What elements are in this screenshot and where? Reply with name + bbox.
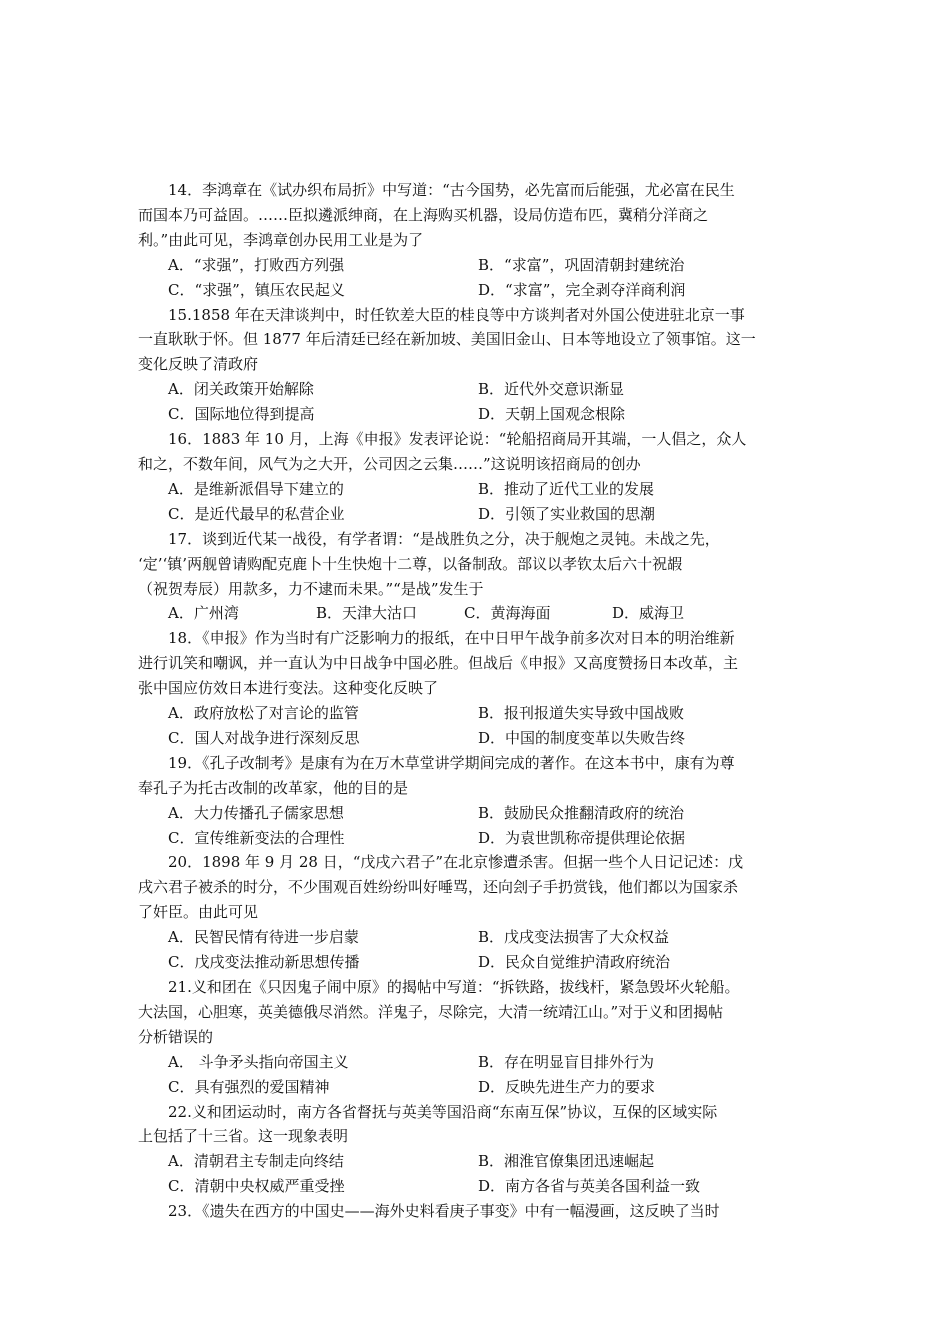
- answer-option: D．反映先进生产力的要求: [478, 1077, 656, 1096]
- options-row: [138, 1149, 818, 1174]
- options-row: [138, 726, 818, 751]
- question-block: [138, 527, 818, 627]
- answer-option: C．戊戌变法推动新思想传播: [168, 953, 360, 972]
- question-stem-line: 戌六君子被杀的时分，不少围观百姓纷纷叫好唾骂，还向刽子手扔赏钱，他们都以为国家杀: [138, 878, 739, 897]
- answer-option: C．具有强烈的爱国精神: [168, 1077, 330, 1096]
- options-row: [138, 826, 818, 851]
- answer-option: B．湘淮官僚集团迅速崛起: [478, 1152, 655, 1171]
- question-stem-line: 了奸臣。由此可见: [138, 903, 259, 922]
- options-row: [138, 801, 818, 826]
- answer-option: D．“求富”，完全剥夺洋商利润: [478, 280, 686, 299]
- options-row: [138, 1050, 818, 1075]
- answer-option: D．天朝上国观念根除: [478, 405, 626, 424]
- question-stem-line: 而国本乃可益固。……臣拟遴派绅商，在上海购买机器，设局仿造布匹，冀稍分洋商之: [138, 205, 709, 224]
- answer-option: A．清朝君主专制走向终结: [168, 1152, 344, 1171]
- answer-option: A． 斗争矛头指向帝国主义: [168, 1052, 349, 1071]
- answer-option: B．存在明显盲目排外行为: [478, 1052, 655, 1071]
- answer-option: C．国际地位得到提高: [168, 405, 315, 424]
- options-row: [138, 1075, 818, 1100]
- question-stem-first-line: 21.义和团在《只因鬼子闹中原》的揭帖中写道：“拆铁路，拔线杆，紧急毁坏火轮船。: [168, 978, 740, 996]
- question-stem-line: （祝贺寿辰）用款多，力不逮而未果。”“是战”发生于: [138, 579, 484, 598]
- options-row: [138, 601, 818, 626]
- answer-option: B．鼓励民众推翻清政府的统治: [478, 803, 685, 822]
- question-stem-first-line: 23．《遗失在西方的中国史——海外史料看庚子事变》中有一幅漫画，这反映了当时: [168, 1202, 720, 1221]
- question-block: [138, 303, 818, 428]
- question-block: [138, 626, 818, 751]
- options-row: [138, 402, 818, 427]
- answer-option: B．近代外交意识渐显: [478, 380, 625, 399]
- answer-option: D．为袁世凯称帝提供理论依据: [478, 828, 686, 847]
- options-row: [138, 950, 818, 975]
- answer-option: A．广州湾: [168, 604, 239, 623]
- question-stem-line: 上包括了十三省。这一现象表明: [138, 1127, 349, 1146]
- question-stem-line: 一直耿耿于怀。但 1877 年后清廷已经在新加坡、美国旧金山、日本等地设立了领事馆。这一: [138, 330, 756, 349]
- answer-option: B．报刊报道失实导致中国战败: [478, 704, 685, 723]
- answer-option: A．大力传播孔子儒家思想: [168, 803, 344, 822]
- answer-option: A．民智民情有待进一步启蒙: [168, 928, 359, 947]
- question-block: [138, 751, 818, 851]
- question-stem-first-line: 19．《孔子改制考》是康有为在万木草堂讲学期间完成的著作。在这本书中，康有为尊: [168, 753, 735, 772]
- answer-option: D．民众自觉维护清政府统治: [478, 953, 671, 972]
- question-stem-line: 大法国，心胆寒，英美德俄尽消然。洋鬼子，尽除完，大清一统靖江山。”对于义和团揭帖: [138, 1002, 724, 1021]
- question-block: [138, 975, 818, 1100]
- question-block: [138, 427, 818, 527]
- question-stem-first-line: 22.义和团运动时，南方各省督抚与英美等国沿商“东南互保”协议，互保的区域实际: [168, 1102, 718, 1121]
- answer-option: B．戊戌变法损害了大众权益: [478, 928, 670, 947]
- question-list: [138, 178, 818, 1224]
- question-block: [138, 850, 818, 975]
- options-row: [138, 701, 818, 726]
- question-block: [138, 1199, 818, 1224]
- answer-option: D．南方各省与英美各国利益一致: [478, 1177, 701, 1196]
- answer-option: D．威海卫: [612, 604, 685, 623]
- answer-option: C．清朝中央权威严重受挫: [168, 1177, 345, 1196]
- question-stem-line: 进行讥笑和嘲讽，并一直认为中日战争中国必胜。但战后《申报》又高度赞扬日本改革，主: [138, 654, 739, 673]
- options-row: [138, 278, 818, 303]
- answer-option: A．闭关政策开始解除: [168, 380, 314, 399]
- question-stem-first-line: 15.1858 年在天津谈判中，时任钦差大臣的桂良等中方谈判者对外国公使进驻北京一事: [168, 305, 745, 324]
- options-row: [138, 925, 818, 950]
- question-stem-line: 利。”由此可见，李鸿章创办民用工业是为了: [138, 230, 424, 249]
- question-stem-line: 分析错误的: [138, 1027, 214, 1046]
- options-row: [138, 253, 818, 278]
- answer-option: D．中国的制度变革以失败告终: [478, 728, 686, 747]
- options-row: [138, 1174, 818, 1199]
- question-stem-first-line: 14．李鸿章在《试办织布局折》中写道：“古今国势，必先富而后能强，尤必富在民生: [168, 181, 735, 199]
- answer-option: C．是近代最早的私营企业: [168, 504, 345, 523]
- options-row: [138, 377, 818, 402]
- question-stem-line: 奉孔子为托古改制的改革家，他的目的是: [138, 778, 409, 797]
- options-row: [138, 502, 818, 527]
- answer-option: C．黄海海面: [464, 604, 551, 623]
- answer-option: D．引领了实业救国的思潮: [478, 504, 656, 523]
- answer-option: A．是维新派倡导下建立的: [168, 479, 344, 498]
- question-stem-line: ‘定’‘镇’两舰曾请购配克鹿卜十生快炮十二尊，以备制敌。部议以孝钦太后六十祝嘏: [138, 554, 683, 573]
- question-block: [138, 178, 818, 303]
- answer-option: B．推动了近代工业的发展: [478, 479, 655, 498]
- options-row: [138, 477, 818, 502]
- answer-option: B．天津大沽口: [316, 604, 418, 623]
- answer-option: C．国人对战争进行深刻反思: [168, 728, 360, 747]
- answer-option: B．“求富”，巩固清朝封建统治: [478, 255, 685, 274]
- question-stem-line: 和之，不数年间，风气为之大开，公司因之云集……”这说明该招商局的创办: [138, 454, 641, 473]
- question-stem-line: 张中国应仿效日本进行变法。这种变化反映了: [138, 679, 439, 698]
- answer-option: C．“求强”，镇压农民起义: [168, 280, 345, 299]
- answer-option: C．宣传维新变法的合理性: [168, 828, 345, 847]
- question-stem-first-line: 18．《申报》作为当时有广泛影响力的报纸，在中日甲午战争前多次对日本的明治维新: [168, 629, 735, 648]
- question-stem-first-line: 17．谈到近代某一战役，有学者谓：“是战胜负之分，决于舰炮之灵钝。未战之先，: [168, 529, 720, 548]
- question-stem-first-line: 20．1898 年 9 月 28 日，“戊戌六君子”在北京惨遭杀害。但据一些个人日记记述：戊: [168, 853, 744, 872]
- answer-option: A．“求强”，打败西方列强: [168, 255, 345, 274]
- answer-option: A．政府放松了对言论的监管: [168, 704, 359, 723]
- question-stem-line: 变化反映了清政府: [138, 355, 259, 374]
- question-block: [138, 1100, 818, 1200]
- question-stem-first-line: 16．1883 年 10 月，上海《申报》发表评论说：“轮船招商局开其端，一人倡之，众人: [168, 430, 747, 449]
